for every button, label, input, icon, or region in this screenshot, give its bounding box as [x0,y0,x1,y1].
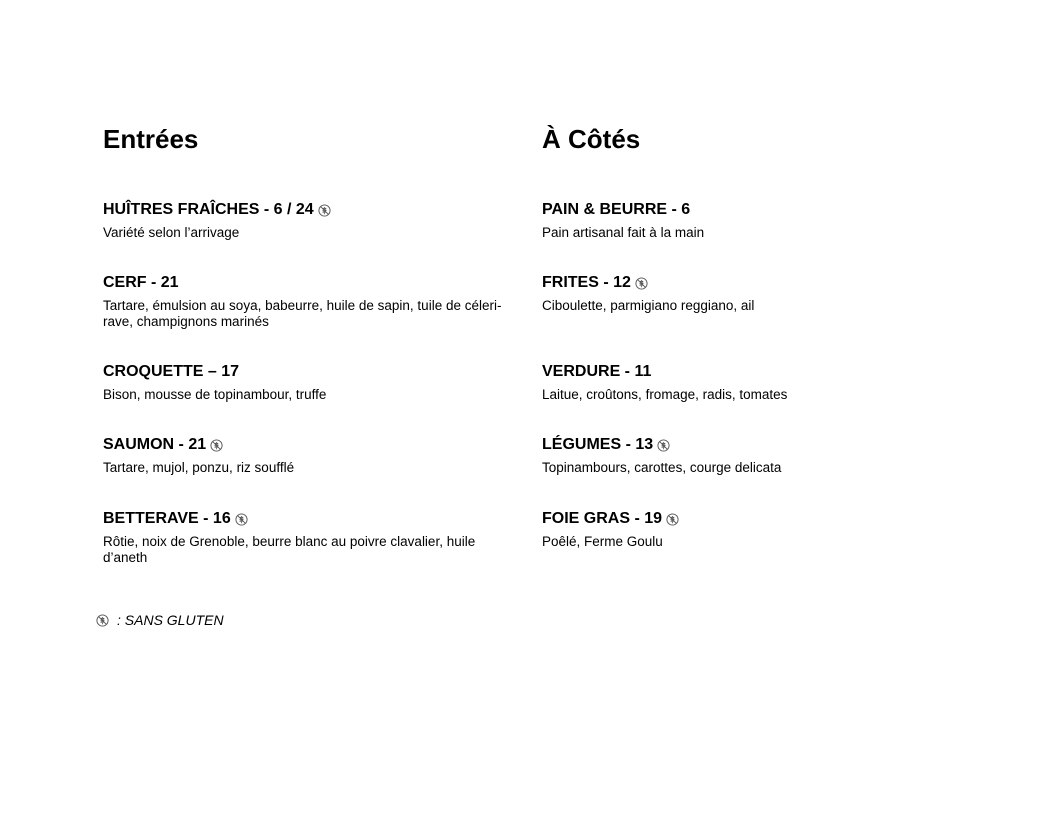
menu-item-description: Pain artisanal fait à la main [542,225,705,240]
gluten-free-icon [666,513,679,526]
menu-item-name: CROQUETTE – 17 [103,363,240,380]
menu-item-name: FOIE GRAS - 19 [542,510,663,527]
menu-item [103,362,513,403]
menu-item-name: HUÎTRES FRAÎCHES - 6 / 24 [103,201,314,218]
gluten-free-icon [635,277,648,290]
menu-item-description: Poêlé, Ferme Goulu [542,534,663,549]
menu-item-title [542,200,952,220]
menu-item-description: Rôtie, noix de Grenoble, beurre blanc au poivre clavalier, huile d’aneth [103,534,476,565]
section-title-entrees: Entrées [103,124,199,154]
menu-item [103,273,513,330]
menu-item-name: PAIN & BEURRE - 6 [542,201,691,218]
menu-item-title [542,435,952,455]
gluten-free-legend [96,612,224,628]
menu-item-name: VERDURE - 11 [542,363,652,380]
menu-item-title [103,273,513,293]
cotes-column [542,122,952,549]
menu-item [542,200,952,241]
menu-item [103,435,513,476]
menu-item-title [542,509,952,529]
menu-item-description: Laitue, croûtons, fromage, radis, tomates [542,387,788,402]
menu-item-name: LÉGUMES - 13 [542,436,654,453]
menu-item-description: Variété selon l’arrivage [103,225,240,240]
menu-item-name: CERF - 21 [103,274,179,291]
menu-item-description: Tartare, émulsion au soya, babeurre, huile de sapin, tuile de céleri-rave, champignons marinés [103,298,502,329]
gluten-free-icon [657,439,670,452]
menu-item-name: BETTERAVE - 16 [103,510,231,527]
menu-item-name: SAUMON - 21 [103,436,207,453]
gluten-free-icon [318,204,331,217]
menu-item [542,435,952,476]
menu-item-title [103,509,513,529]
legend-text: : SANS GLUTEN [117,612,224,628]
menu-item-description: Topinambours, carottes, courge delicata [542,460,782,475]
gluten-free-icon [96,614,109,627]
menu-item-title [542,273,952,293]
menu-item-description: Tartare, mujol, ponzu, riz soufflé [103,460,295,475]
menu-item-description: Ciboulette, parmigiano reggiano, ail [542,298,755,313]
section-title-cotes: À Côtés [542,124,641,154]
menu-item-title [103,435,513,455]
menu-item [542,509,952,550]
menu-item-title [103,362,513,382]
menu-item [542,273,952,314]
menu-item-title [103,200,513,220]
menu-item-description: Bison, mousse de topinambour, truffe [103,387,327,402]
menu-item [542,362,952,403]
menu-item-title [542,362,952,382]
menu-item [103,509,513,566]
menu-item [103,200,513,241]
gluten-free-icon [210,439,223,452]
gluten-free-icon [235,513,248,526]
entrees-column [103,122,513,565]
menu-item-name: FRITES - 12 [542,274,631,291]
